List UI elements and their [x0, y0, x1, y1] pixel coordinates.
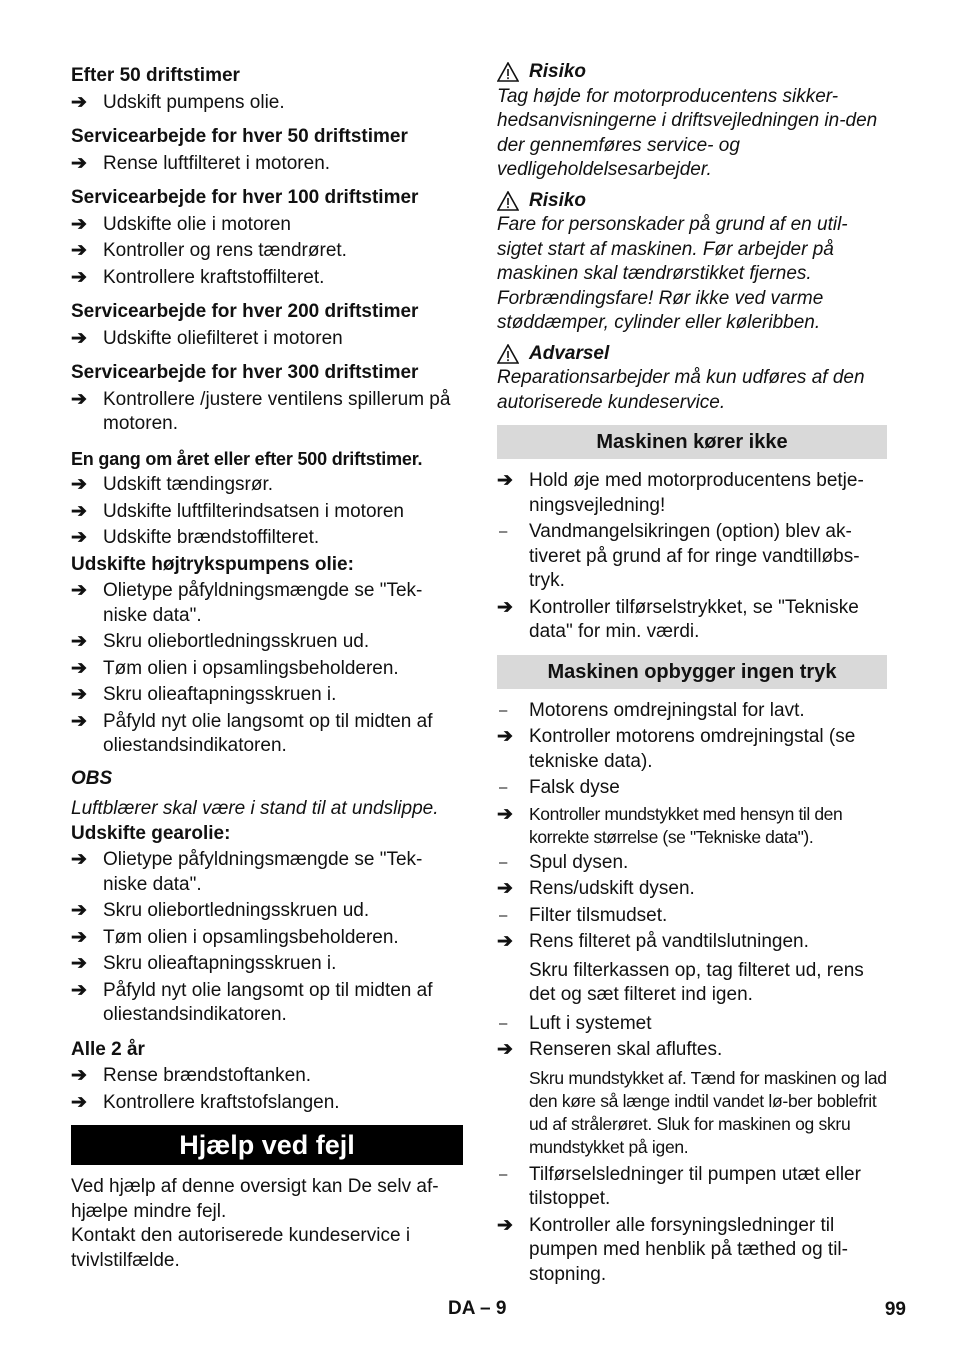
dash-icon: – — [499, 1014, 508, 1032]
list-item: – Tilførselsledninger til pumpen utæt eller tilstoppet. — [497, 1163, 887, 1212]
warning-heading: Risiko — [497, 60, 887, 85]
section-heading: Alle 2 år — [71, 1038, 145, 1060]
list-item: ➔ Udskifte olie i motoren — [71, 213, 463, 238]
warning-text: Tag højde for motorproducentens sikker-hedsanvisningerne i driftsvejledningen in-den der gennemføres service- og vedligeholdelsesarbejder. — [497, 85, 878, 180]
arrow-icon: ➔ — [71, 1091, 87, 1113]
section-banner: Hjælp ved fejl — [71, 1125, 463, 1165]
arrow-icon: ➔ — [497, 931, 513, 952]
arrow-icon: ➔ — [71, 849, 87, 870]
arrow-icon: ➔ — [71, 953, 87, 974]
arrow-icon: ➔ — [71, 91, 87, 113]
arrow-icon: ➔ — [71, 240, 87, 261]
arrow-icon: ➔ — [497, 1039, 513, 1060]
warning-heading: Advarsel — [497, 342, 887, 367]
warning-triangle-icon — [497, 191, 519, 211]
warning-triangle-icon — [497, 62, 519, 82]
warning-text: Reparationsarbejder må kun udføres af den autoriserede kundeservice. — [497, 367, 865, 413]
section-heading: Servicearbejde for hver 200 driftstimer — [71, 301, 419, 322]
page-number: 99 — [884, 1299, 906, 1320]
list-item: ➔ Skru olieaftapningsskruen i. — [71, 952, 463, 977]
arrow-icon: ➔ — [497, 596, 513, 618]
warning-heading: Risiko — [497, 189, 887, 214]
left-column — [71, 64, 463, 1273]
arrow-icon: ➔ — [71, 580, 87, 601]
intro-paragraph: Ved hjælp af denne oversigt kan De selv af-hjælpe mindre fejl. — [71, 1176, 439, 1222]
arrow-icon: ➔ — [71, 684, 87, 705]
arrow-icon: ➔ — [497, 470, 513, 491]
subsection-title: Maskinen opbygger ingen tryk — [497, 655, 887, 689]
list-item: ➔ Påfyld nyt olie langsomt op til midten af oliestandsindikatoren. — [71, 710, 463, 759]
list-item: ➔ Kontroller alle forsyningsledninger til pumpen med henblik på tæthed og til-stopning. — [497, 1214, 887, 1288]
list-item: ➔ Kontroller motorens omdrejningstal (se tekniske data). — [497, 725, 887, 774]
list-item: ➔ Kontrollere kraftstofslangen. — [71, 1091, 463, 1116]
list-item: ➔ Tøm olien i opsamlingsbeholderen. — [71, 926, 463, 951]
arrow-icon: ➔ — [497, 1214, 513, 1236]
section-heading: Servicearbejde for hver 50 driftstimer — [71, 126, 408, 147]
list-item: – Luft i systemet — [497, 1012, 887, 1037]
list-item: ➔ Skru oliebortledningsskruen ud. — [71, 899, 463, 924]
list-item: – Vandmangelsikringen (option) blev ak-tiveret på grund af for ringe vandtilløbs-tryk. — [497, 520, 887, 594]
list-item: ➔ Rense brændstoftanken. — [71, 1064, 463, 1089]
dash-icon: – — [499, 853, 508, 871]
list-item: ➔ Udskifte brændstoffilteret. — [71, 526, 463, 551]
list-item: ➔ Olietype påfyldningsmængde se "Tek-niske data". — [71, 579, 463, 628]
section-heading: Servicearbejde for hver 300 driftstimer — [71, 362, 419, 383]
arrow-icon: ➔ — [71, 979, 87, 1001]
list-item: ➔ Udskift pumpens olie. — [71, 91, 463, 116]
list-item: ➔ Kontrollere /justere ventilens spillerum på motoren. — [71, 388, 463, 437]
arrow-icon: ➔ — [497, 878, 513, 899]
list-item: ➔ Kontrollere kraftstoffilteret. — [71, 266, 463, 291]
list-item: ➔ Skru olieaftapningsskruen i. — [71, 683, 463, 708]
list-item: ➔ Kontroller og rens tændrøret. — [71, 239, 463, 264]
arrow-icon: ➔ — [71, 266, 87, 288]
section-heading: Udskifte gearolie: — [71, 822, 231, 844]
list-item: ➔ Udskifte luftfilterindsatsen i motoren — [71, 500, 463, 525]
obs-text: Luftblærer skal være i stand til at undslippe. — [71, 798, 439, 819]
arrow-icon: ➔ — [497, 803, 513, 825]
list-item: ➔ Påfyld nyt olie langsomt op til midten af oliestandsindikatoren. — [71, 979, 463, 1028]
obs-label: OBS — [71, 767, 113, 789]
list-item: ➔ Hold øje med motorproducentens betje-ningsvejledning! — [497, 469, 887, 518]
list-item: – Filter tilsmudset. — [497, 904, 887, 929]
continuation-text: Skru mundstykket af. Tænd for maskinen og lad den køre så længe indtil vandet lø-ber boblefrit ud af strålerøret. Sluk for maskinen og skru mundstykket på igen. — [529, 1067, 887, 1157]
arrow-icon: ➔ — [71, 527, 87, 548]
list-item: ➔ Udskifte oliefilteret i motoren — [71, 327, 463, 352]
arrow-icon: ➔ — [71, 474, 87, 495]
arrow-icon: ➔ — [71, 926, 87, 948]
arrow-icon: ➔ — [71, 900, 87, 921]
section-heading: Efter 50 driftstimer — [71, 65, 240, 86]
list-item: ➔ Tøm olien i opsamlingsbeholderen. — [71, 657, 463, 682]
dash-icon: – — [499, 1165, 508, 1183]
footer-section-number: DA – 9 — [448, 1298, 507, 1319]
arrow-icon: ➔ — [71, 152, 87, 174]
arrow-icon: ➔ — [71, 500, 87, 522]
list-item: ➔ Renseren skal afluftes. — [497, 1038, 887, 1063]
list-item: – Spul dysen. — [497, 851, 887, 876]
dash-icon: – — [499, 523, 508, 540]
list-item: ➔ Olietype påfyldningsmængde se "Tek-niske data". — [71, 848, 463, 897]
list-item: – Motorens omdrejningstal for lavt. — [497, 699, 887, 724]
dash-icon: – — [499, 779, 508, 796]
warning-triangle-icon — [497, 344, 519, 364]
right-column — [497, 60, 887, 1289]
dash-icon: – — [499, 906, 508, 924]
arrow-icon: ➔ — [71, 710, 87, 732]
arrow-icon: ➔ — [71, 388, 87, 410]
list-item: ➔ Udskift tændingsrør. — [71, 473, 463, 498]
intro-paragraph: Kontakt den autoriserede kundeservice i tvivlstilfælde. — [71, 1225, 411, 1271]
list-item: ➔ Kontroller tilførselstrykket, se "Tekniske data" for min. værdi. — [497, 596, 887, 645]
arrow-icon: ➔ — [497, 726, 513, 747]
warning-text: Fare for personskader på grund af en util-sigtet start af maskinen. Før arbejder på maskinen skal tændrørstikket fjernes. Forbrændingsfare! Rør ikke ved varme støddæmper, cylinder eller køleribben. — [497, 214, 848, 333]
arrow-icon: ➔ — [71, 213, 87, 235]
list-item: ➔ Skru oliebortledningsskruen ud. — [71, 630, 463, 655]
continuation-text: Skru filterkassen op, tag filteret ud, rens det og sæt filteret ind igen. — [529, 959, 864, 1005]
arrow-icon: ➔ — [71, 631, 87, 652]
list-item: ➔ Rense luftfilteret i motoren. — [71, 152, 463, 177]
section-heading: En gang om året eller efter 500 driftstimer. — [71, 448, 423, 469]
arrow-icon: ➔ — [71, 657, 87, 679]
list-item: ➔ Kontroller mundstykket med hensyn til den korrekte størrelse (se "Tekniske data"). — [497, 803, 843, 847]
list-item: ➔ Rens filteret på vandtilslutningen. — [497, 930, 887, 955]
section-heading: Udskifte højtrykspumpens olie: — [71, 553, 354, 575]
list-item: ➔ Rens/udskift dysen. — [497, 877, 887, 902]
subsection-title: Maskinen kører ikke — [497, 425, 887, 459]
arrow-icon: ➔ — [71, 1065, 87, 1086]
section-heading: Servicearbejde for hver 100 driftstimer — [71, 187, 419, 208]
arrow-icon: ➔ — [71, 327, 87, 349]
dash-icon: – — [499, 701, 508, 719]
list-item: – Falsk dyse — [497, 776, 887, 801]
